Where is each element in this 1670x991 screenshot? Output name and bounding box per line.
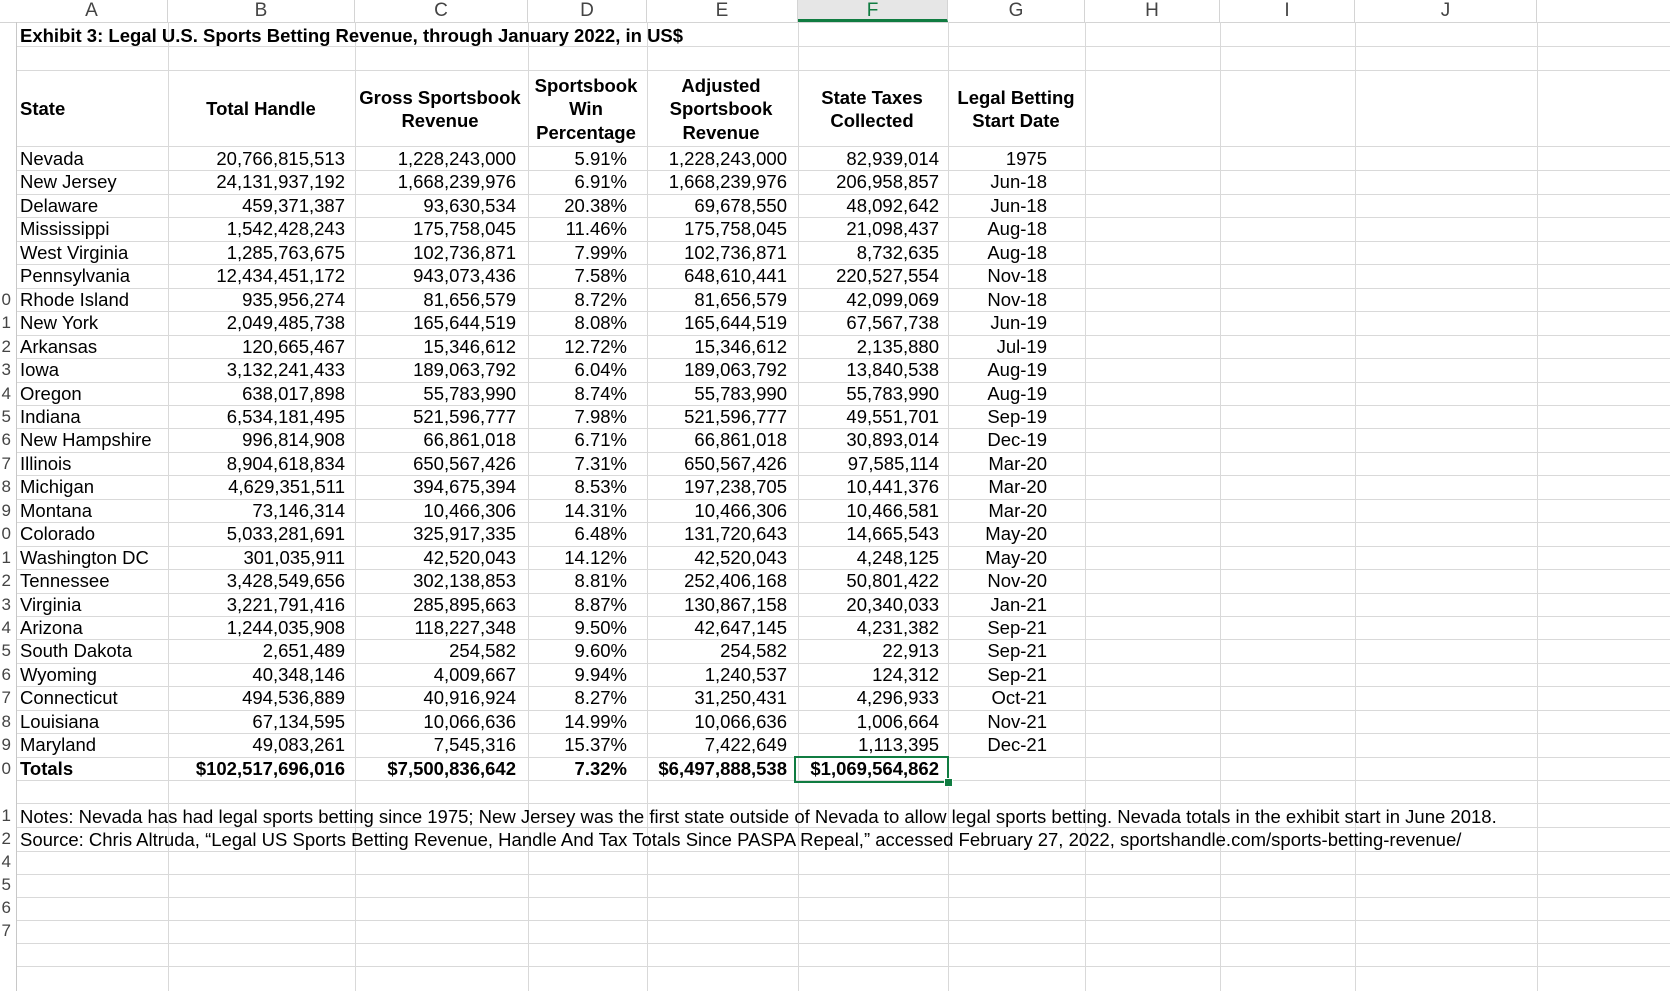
cell-pct[interactable]: 8.81% — [574, 570, 627, 591]
cell-handle[interactable]: 935,956,274 — [242, 289, 345, 310]
totals-pct[interactable]: 7.32% — [574, 758, 627, 779]
cell-handle[interactable]: 120,665,467 — [242, 336, 345, 357]
cell-pct[interactable]: 8.87% — [574, 594, 627, 615]
header-win-percentage[interactable]: Sportsbook Win Percentage — [534, 74, 638, 143]
cell-start[interactable]: Oct-21 — [991, 687, 1047, 708]
totals-gross[interactable]: $7,500,836,642 — [387, 758, 516, 779]
cell-pct[interactable]: 8.74% — [574, 383, 627, 404]
cell-start[interactable]: Jun-18 — [990, 171, 1047, 192]
row-header-number[interactable]: 7 — [1, 921, 11, 940]
row-header-number[interactable]: 2 — [1, 829, 11, 848]
cell-adjusted[interactable]: 254,582 — [720, 640, 787, 661]
cell-gross[interactable]: 40,916,924 — [423, 687, 516, 708]
header-gross-revenue[interactable]: Gross Sportsbook Revenue — [359, 86, 521, 131]
cell-handle[interactable]: 12,434,451,172 — [216, 265, 345, 286]
grid-hline — [16, 803, 1670, 804]
cell-gross[interactable]: 285,895,663 — [413, 594, 516, 615]
row-header-number[interactable]: 1 — [1, 806, 11, 825]
cell-pct[interactable]: 6.91% — [574, 171, 627, 192]
cell-adjusted[interactable]: 10,066,636 — [694, 711, 787, 732]
cell-adjusted[interactable]: 1,228,243,000 — [668, 148, 787, 169]
cell-start[interactable]: Nov-18 — [987, 289, 1047, 310]
cell-handle[interactable]: 49,083,261 — [252, 734, 345, 755]
cell-gross[interactable]: 10,466,306 — [423, 500, 516, 521]
column-header-f[interactable]: F — [798, 0, 948, 22]
header-start-date[interactable]: Legal Betting Start Date — [957, 86, 1075, 131]
cell-pct[interactable]: 6.04% — [574, 359, 627, 380]
cell-gross[interactable]: 175,758,045 — [413, 218, 516, 239]
cell-pct[interactable]: 7.98% — [574, 406, 627, 427]
cell-taxes[interactable]: 48,092,642 — [846, 195, 939, 216]
cell-adjusted[interactable]: 648,610,441 — [684, 265, 787, 286]
cell-adjusted[interactable]: 1,240,537 — [704, 664, 787, 685]
cell-handle[interactable]: 40,348,146 — [252, 664, 345, 685]
header-state[interactable]: State — [20, 98, 66, 120]
row-header-number[interactable]: 2 — [1, 571, 11, 590]
cell-taxes[interactable]: 4,231,382 — [856, 617, 939, 638]
cell-taxes[interactable]: 4,296,933 — [856, 687, 939, 708]
cell-pct[interactable]: 14.31% — [564, 500, 627, 521]
cell-state[interactable]: West Virginia — [20, 242, 129, 263]
cell-start[interactable]: Dec-19 — [987, 429, 1047, 450]
column-header-i[interactable]: I — [1220, 0, 1355, 22]
cell-taxes[interactable]: 13,840,538 — [846, 359, 939, 380]
cell-adjusted[interactable]: 10,466,306 — [694, 500, 787, 521]
totals-adjusted[interactable]: $6,497,888,538 — [658, 758, 787, 779]
cell-state[interactable]: Delaware — [20, 195, 99, 216]
cell-start[interactable]: Jun-18 — [990, 195, 1047, 216]
row-header-number[interactable]: 1 — [1, 548, 11, 567]
cell-start[interactable]: Dec-21 — [987, 734, 1047, 755]
cell-taxes[interactable]: 42,099,069 — [846, 289, 939, 310]
cell-start[interactable]: Sep-21 — [987, 640, 1047, 661]
cell-gross[interactable]: 325,917,335 — [413, 523, 516, 544]
cell-start[interactable]: 1975 — [1005, 148, 1047, 169]
cell-gross[interactable]: 1,668,239,976 — [397, 171, 516, 192]
row-header-border — [16, 22, 17, 991]
cell-handle[interactable]: 3,221,791,416 — [226, 594, 345, 615]
grid-hline — [16, 851, 1670, 852]
cell-pct[interactable]: 7.31% — [574, 453, 627, 474]
cell-taxes[interactable]: 50,801,422 — [846, 570, 939, 591]
cell-taxes[interactable]: 82,939,014 — [846, 148, 939, 169]
cell-adjusted[interactable]: 55,783,990 — [694, 383, 787, 404]
row-header-number[interactable]: 6 — [1, 898, 11, 917]
cell-taxes[interactable]: 220,527,554 — [836, 265, 939, 286]
cell-handle[interactable]: 20,766,815,513 — [216, 148, 345, 169]
cell-handle[interactable]: 73,146,314 — [252, 500, 345, 521]
cell-state[interactable]: Michigan — [20, 476, 95, 497]
cell-handle[interactable]: 3,132,241,433 — [226, 359, 345, 380]
cell-pct[interactable]: 7.58% — [574, 265, 627, 286]
cell-adjusted[interactable]: 42,520,043 — [694, 547, 787, 568]
cell-gross[interactable]: 66,861,018 — [423, 429, 516, 450]
cell-start[interactable]: Nov-18 — [987, 265, 1047, 286]
cell-taxes[interactable]: 55,783,990 — [846, 383, 939, 404]
cell-handle[interactable]: 6,534,181,495 — [226, 406, 345, 427]
grid-hline — [16, 966, 1670, 967]
cell-handle[interactable]: 24,131,937,192 — [216, 171, 345, 192]
cell-gross[interactable]: 118,227,348 — [414, 617, 516, 638]
cell-start[interactable]: Jun-19 — [990, 312, 1047, 333]
cell-adjusted[interactable]: 7,422,649 — [704, 734, 787, 755]
cell-state[interactable]: Arizona — [20, 617, 83, 638]
cell-pct[interactable]: 9.60% — [574, 640, 627, 661]
cell-state[interactable]: Mississippi — [20, 218, 110, 239]
cell-state[interactable]: Oregon — [20, 383, 82, 404]
cell-gross[interactable]: 81,656,579 — [423, 289, 516, 310]
cell-gross[interactable]: 15,346,612 — [423, 336, 516, 357]
header-total-handle[interactable]: Total Handle — [206, 98, 316, 120]
cell-gross[interactable]: 93,630,534 — [423, 195, 516, 216]
cell-state[interactable]: Illinois — [20, 453, 72, 474]
cell-start[interactable]: May-20 — [985, 523, 1047, 544]
cell-state[interactable]: Louisiana — [20, 711, 100, 732]
cell-handle[interactable]: 459,371,387 — [242, 195, 345, 216]
cell-gross[interactable]: 189,063,792 — [413, 359, 516, 380]
column-header-bar — [0, 0, 1670, 23]
column-header-g[interactable]: G — [948, 0, 1085, 22]
cell-handle[interactable]: 67,134,595 — [252, 711, 345, 732]
row-header-number[interactable]: 4 — [1, 618, 11, 637]
totals-handle[interactable]: $102,517,696,016 — [195, 758, 345, 779]
cell-start[interactable]: Nov-20 — [987, 570, 1047, 591]
cell-gross[interactable]: 10,066,636 — [423, 711, 516, 732]
cell-taxes[interactable]: 124,312 — [872, 664, 939, 685]
grid-hline — [16, 874, 1670, 875]
cell-state[interactable]: New York — [20, 312, 99, 333]
totals-taxes[interactable]: $1,069,564,862 — [810, 758, 939, 779]
cell-state[interactable]: Nevada — [20, 148, 84, 169]
cell-gross[interactable]: 254,582 — [449, 640, 516, 661]
cell-state[interactable]: Pennsylvania — [20, 265, 131, 286]
cell-taxes[interactable]: 22,913 — [882, 640, 939, 661]
notes-text[interactable]: Notes: Nevada has had legal sports betting since 1975; New Jersey was the first state outside of Nevada to allow legal sports betting. Nevada totals in the exhibit start in June 2018. — [20, 806, 1497, 827]
cell-adjusted[interactable]: 15,346,612 — [694, 336, 787, 357]
column-header-b[interactable]: B — [168, 0, 355, 22]
cell-gross[interactable]: 1,228,243,000 — [397, 148, 516, 169]
cell-adjusted[interactable]: 31,250,431 — [694, 687, 787, 708]
cell-taxes[interactable]: 10,441,376 — [846, 476, 939, 497]
cell-adjusted[interactable]: 66,861,018 — [694, 429, 787, 450]
cell-start[interactable]: Jan-21 — [990, 594, 1047, 615]
cell-gross[interactable]: 165,644,519 — [413, 312, 516, 333]
row-header-number[interactable]: 9 — [1, 735, 11, 754]
cell-state[interactable]: South Dakota — [20, 640, 133, 661]
cell-start[interactable]: Aug-19 — [987, 383, 1047, 404]
cell-pct[interactable]: 6.71% — [574, 429, 627, 450]
cell-state[interactable]: Iowa — [20, 359, 60, 380]
cell-taxes[interactable]: 1,113,395 — [858, 734, 939, 755]
cell-handle[interactable]: 1,542,428,243 — [226, 218, 345, 239]
cell-pct[interactable]: 20.38% — [564, 195, 627, 216]
column-header-e[interactable]: E — [647, 0, 798, 22]
row-header-number[interactable]: 9 — [1, 501, 11, 520]
cell-gross[interactable]: 42,520,043 — [423, 547, 516, 568]
cell-state[interactable]: Montana — [20, 500, 92, 521]
column-header-c[interactable]: C — [355, 0, 528, 22]
cell-taxes[interactable]: 30,893,014 — [846, 429, 939, 450]
row-header-number[interactable]: 3 — [1, 595, 11, 614]
cell-pct[interactable]: 5.91% — [574, 148, 627, 169]
cell-taxes[interactable]: 2,135,880 — [856, 336, 939, 357]
cell-taxes[interactable]: 1,006,664 — [856, 711, 939, 732]
cell-handle[interactable]: 5,033,281,691 — [226, 523, 345, 544]
cell-taxes[interactable]: 67,567,738 — [846, 312, 939, 333]
row-header-number[interactable]: 5 — [1, 875, 11, 894]
cell-gross[interactable]: 302,138,853 — [413, 570, 516, 591]
cell-pct[interactable]: 12.72% — [564, 336, 627, 357]
cell-pct[interactable]: 7.99% — [574, 242, 627, 263]
cell-adjusted[interactable]: 175,758,045 — [684, 218, 787, 239]
row-header-number[interactable]: 8 — [1, 712, 11, 731]
cell-handle[interactable]: 2,049,485,738 — [226, 312, 345, 333]
row-header-number[interactable]: 0 — [1, 290, 11, 309]
cell-pct[interactable]: 8.53% — [574, 476, 627, 497]
cell-state[interactable]: Arkansas — [20, 336, 98, 357]
column-header-a[interactable]: A — [16, 0, 168, 22]
cell-pct[interactable]: 8.08% — [574, 312, 627, 333]
cell-state[interactable]: Maryland — [20, 734, 97, 755]
cell-start[interactable]: Mar-20 — [988, 476, 1047, 497]
column-header-h[interactable]: H — [1085, 0, 1220, 22]
cell-state[interactable]: Colorado — [20, 523, 96, 544]
cell-pct[interactable]: 14.12% — [564, 547, 627, 568]
cell-pct[interactable]: 6.48% — [574, 523, 627, 544]
row-header-number[interactable]: 6 — [1, 430, 11, 449]
cell-adjusted[interactable]: 69,678,550 — [694, 195, 787, 216]
header-state-taxes[interactable]: State Taxes Collected — [821, 86, 923, 131]
cell-handle[interactable]: 8,904,618,834 — [226, 453, 345, 474]
cell-adjusted[interactable]: 252,406,168 — [684, 570, 787, 591]
fill-handle[interactable] — [944, 778, 953, 787]
row-header-number[interactable]: 4 — [1, 384, 11, 403]
row-header-number[interactable]: 7 — [1, 688, 11, 707]
cell-state[interactable]: Connecticut — [20, 687, 118, 708]
grid-vline — [1537, 22, 1538, 991]
cell-pct[interactable]: 15.37% — [564, 734, 627, 755]
totals-label[interactable]: Totals — [20, 758, 74, 779]
source-text[interactable]: Source: Chris Altruda, “Legal US Sports Betting Revenue, Handle And Tax Totals Since PASPA Repeal,” accessed February 27, 2022, sportshandle.com/sports-betting-revenue/ — [20, 829, 1462, 850]
row-header-number[interactable]: 5 — [1, 407, 11, 426]
column-header-d[interactable]: D — [528, 0, 647, 22]
grid-hline — [16, 70, 1670, 71]
cell-start[interactable]: Sep-21 — [987, 617, 1047, 638]
cell-start[interactable]: Sep-21 — [987, 664, 1047, 685]
cell-state[interactable]: Indiana — [20, 406, 81, 427]
grid-hline — [16, 943, 1670, 944]
cell-state[interactable]: New Jersey — [20, 171, 117, 192]
cell-state[interactable]: Tennessee — [20, 570, 110, 591]
cell-start[interactable]: Aug-18 — [987, 218, 1047, 239]
cell-handle[interactable]: 301,035,911 — [243, 547, 345, 568]
cell-gross[interactable]: 4,009,667 — [433, 664, 516, 685]
sheet-title[interactable]: Exhibit 3: Legal U.S. Sports Betting Revenue, through January 2022, in US$ — [20, 25, 684, 46]
cell-adjusted[interactable]: 131,720,643 — [684, 523, 787, 544]
cell-taxes[interactable]: 20,340,033 — [846, 594, 939, 615]
cell-adjusted[interactable]: 165,644,519 — [684, 312, 787, 333]
cell-taxes[interactable]: 10,466,581 — [846, 500, 939, 521]
cell-taxes[interactable]: 8,732,635 — [856, 242, 939, 263]
row-header-number[interactable]: 2 — [1, 337, 11, 356]
cell-taxes[interactable]: 206,958,857 — [836, 171, 939, 192]
cell-adjusted[interactable]: 650,567,426 — [684, 453, 787, 474]
row-header-number[interactable]: 0 — [1, 759, 11, 778]
cell-handle[interactable]: 4,629,351,511 — [228, 476, 345, 497]
row-header-number[interactable]: 3 — [1, 360, 11, 379]
cell-adjusted[interactable]: 521,596,777 — [684, 406, 787, 427]
row-header-number[interactable]: 1 — [1, 313, 11, 332]
cell-pct[interactable]: 8.72% — [574, 289, 627, 310]
cell-pct[interactable]: 14.99% — [564, 711, 627, 732]
cell-gross[interactable]: 650,567,426 — [413, 453, 516, 474]
cell-start[interactable]: Aug-18 — [987, 242, 1047, 263]
cell-state[interactable]: Wyoming — [20, 664, 97, 685]
cell-pct[interactable]: 11.46% — [565, 218, 627, 239]
cell-handle[interactable]: 494,536,889 — [242, 687, 345, 708]
cell-start[interactable]: Mar-20 — [988, 453, 1047, 474]
cell-gross[interactable]: 943,073,436 — [413, 265, 516, 286]
cell-start[interactable]: Aug-19 — [987, 359, 1047, 380]
cell-handle[interactable]: 996,814,908 — [242, 429, 345, 450]
cell-gross[interactable]: 102,736,871 — [413, 242, 516, 263]
cell-pct[interactable]: 9.94% — [574, 664, 627, 685]
cell-taxes[interactable]: 14,665,543 — [846, 523, 939, 544]
cell-taxes[interactable]: 21,098,437 — [846, 218, 939, 239]
cell-handle[interactable]: 2,651,489 — [262, 640, 345, 661]
cell-start[interactable]: Jul-19 — [996, 336, 1047, 357]
cell-adjusted[interactable]: 197,238,705 — [684, 476, 787, 497]
cell-handle[interactable]: 3,428,549,656 — [226, 570, 345, 591]
cell-state[interactable]: Washington DC — [20, 547, 149, 568]
cell-pct[interactable]: 9.50% — [574, 617, 627, 638]
cell-adjusted[interactable]: 42,647,145 — [694, 617, 787, 638]
selected-cell-outline — [794, 756, 949, 783]
grid-hline — [16, 897, 1670, 898]
cell-state[interactable]: Rhode Island — [20, 289, 130, 310]
cell-taxes[interactable]: 4,248,125 — [856, 547, 939, 568]
grid-hline — [16, 920, 1670, 921]
cell-handle[interactable]: 638,017,898 — [242, 383, 345, 404]
cell-adjusted[interactable]: 81,656,579 — [694, 289, 787, 310]
cell-gross[interactable]: 394,675,394 — [413, 476, 516, 497]
cell-state[interactable]: New Hampshire — [20, 429, 152, 450]
header-adjusted-revenue[interactable]: Adjusted Sportsbook Revenue — [669, 74, 773, 143]
cell-gross[interactable]: 7,545,316 — [433, 734, 516, 755]
cell-adjusted[interactable]: 102,736,871 — [684, 242, 787, 263]
cell-adjusted[interactable]: 130,867,158 — [684, 594, 787, 615]
cell-state[interactable]: Virginia — [20, 594, 82, 615]
cell-handle[interactable]: 1,285,763,675 — [226, 242, 345, 263]
cell-taxes[interactable]: 49,551,701 — [846, 406, 939, 427]
row-header-number[interactable]: 8 — [1, 477, 11, 496]
cell-gross[interactable]: 55,783,990 — [423, 383, 516, 404]
column-header-j[interactable]: J — [1355, 0, 1537, 22]
row-header-number[interactable]: 4 — [1, 852, 11, 871]
row-header-number[interactable]: 5 — [1, 641, 11, 660]
cell-start[interactable]: May-20 — [985, 547, 1047, 568]
cell-gross[interactable]: 521,596,777 — [413, 406, 516, 427]
row-header-number[interactable]: 6 — [1, 665, 11, 684]
cell-handle[interactable]: 1,244,035,908 — [226, 617, 345, 638]
cell-start[interactable]: Sep-19 — [987, 406, 1047, 427]
cell-start[interactable]: Nov-21 — [987, 711, 1047, 732]
cell-adjusted[interactable]: 1,668,239,976 — [668, 171, 787, 192]
row-header-number[interactable]: 0 — [1, 524, 11, 543]
cell-adjusted[interactable]: 189,063,792 — [684, 359, 787, 380]
cell-taxes[interactable]: 97,585,114 — [847, 453, 939, 474]
cell-start[interactable]: Mar-20 — [988, 500, 1047, 521]
row-header-number[interactable]: 7 — [1, 454, 11, 473]
cell-pct[interactable]: 8.27% — [574, 687, 627, 708]
